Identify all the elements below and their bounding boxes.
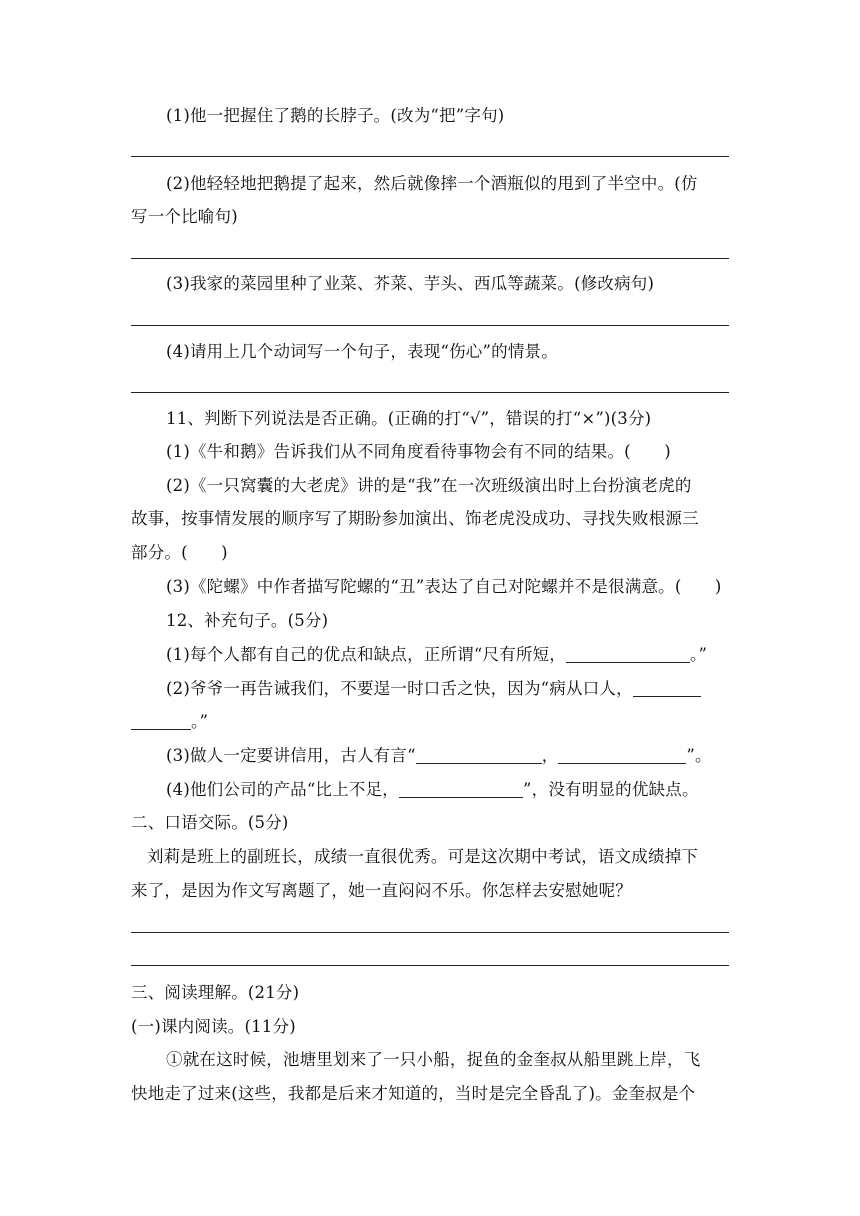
q12-item-1-text: (1)每个人都有自己的优点和缺点，正所谓“尺有所短， [166, 645, 567, 664]
answer-line[interactable] [131, 325, 729, 326]
answer-line[interactable] [131, 156, 729, 157]
q12-item-3-comma: ， [541, 746, 559, 765]
passage-line2: 快地走了过来(这些，我都是后来才知道的，当时是完全昏乱了)。金奎叔是个 [131, 1084, 696, 1103]
q10-item-2-line1: (2)他轻轻地把鹅提了起来，然后就像摔一个酒瓶似的甩到了半空中。(仿 [166, 174, 698, 193]
fill-blank[interactable] [558, 747, 686, 764]
fill-blank[interactable] [633, 680, 701, 697]
part3-subsection-title: (一)课内阅读。(11分) [131, 1017, 296, 1036]
passage-line1: ①就在这时候，池塘里划来了一只小船，捉鱼的金奎叔从船里跳上岸，飞 [166, 1050, 701, 1069]
q12-item-4-end: ”，没有明显的优缺点。 [523, 780, 699, 799]
q12-item-3 [166, 745, 712, 767]
q12-item-2-cont [131, 711, 208, 733]
q12-item-4 [166, 779, 699, 801]
q12-item-1-end: 。” [690, 645, 708, 664]
q11-item-2-line3: 部分。( ) [131, 543, 228, 562]
fill-blank[interactable] [566, 646, 690, 663]
q10-item-2-line2: 写一个比喻句) [131, 207, 238, 226]
q11-item-2-line2: 故事，按事情发展的顺序写了期盼参加演出、饰老虎没成功、寻找失败根源三 [131, 509, 699, 528]
part2-prompt-line2: 来了，是因为作文写离题了，她一直闷闷不乐。你怎样去安慰她呢？ [131, 881, 632, 900]
part2-title: 二、口语交际。(5分) [131, 813, 289, 832]
q11-item-3: (3)《陀螺》中作者描写陀螺的“丑”表达了自己对陀螺并不是很满意。( ) [166, 577, 722, 596]
q12-item-3-text: (3)做人一定要讲信用，古人有言“ [166, 746, 416, 765]
q12-item-3-end: ”。 [686, 746, 712, 765]
q12-item-4-text: (4)他们公司的产品“比上不足， [166, 780, 400, 799]
q11-item-2-line1: (2)《一只窝囊的大老虎》讲的是“我”在一次班级演出时上台扮演老虎的 [166, 476, 692, 495]
q11-item-1: (1)《牛和鹅》告诉我们从不同角度看待事物会有不同的结果。( ) [166, 442, 671, 461]
q12-item-2 [166, 678, 701, 700]
q10-item-1: (1)他一把握住了鹅的长脖子。(改为“把”字句) [166, 106, 505, 125]
answer-line[interactable] [131, 258, 729, 259]
q12-item-2-end: 。” [191, 712, 209, 731]
q12-item-2-text: (2)爷爷一再告诫我们，不要逞一时口舌之快，因为“病从口人， [166, 679, 633, 698]
fill-blank[interactable] [399, 781, 523, 798]
fill-blank[interactable] [416, 747, 542, 764]
fill-blank[interactable] [131, 713, 191, 730]
q12-title: 12、补充句子。(5分) [166, 611, 329, 630]
q10-item-3: (3)我家的菜园里种了业菜、芥菜、芋头、西瓜等蔬菜。(修改病句) [166, 274, 655, 293]
answer-line[interactable] [131, 965, 729, 966]
q11-title: 11、判断下列说法是否正确。(正确的打“√”，错误的打“×”)(3分) [166, 409, 652, 428]
answer-line[interactable] [131, 932, 729, 933]
q10-item-4: (4)请用上几个动词写一个句子，表现“伤心”的情景。 [166, 342, 558, 361]
part3-title: 三、阅读理解。(21分) [131, 983, 300, 1002]
q12-item-1 [166, 644, 707, 666]
part2-prompt-line1: 刘莉是班上的副班长，成绩一直很优秀。可是这次期中考试，语文成绩掉下 [147, 847, 699, 866]
answer-line[interactable] [131, 392, 729, 393]
